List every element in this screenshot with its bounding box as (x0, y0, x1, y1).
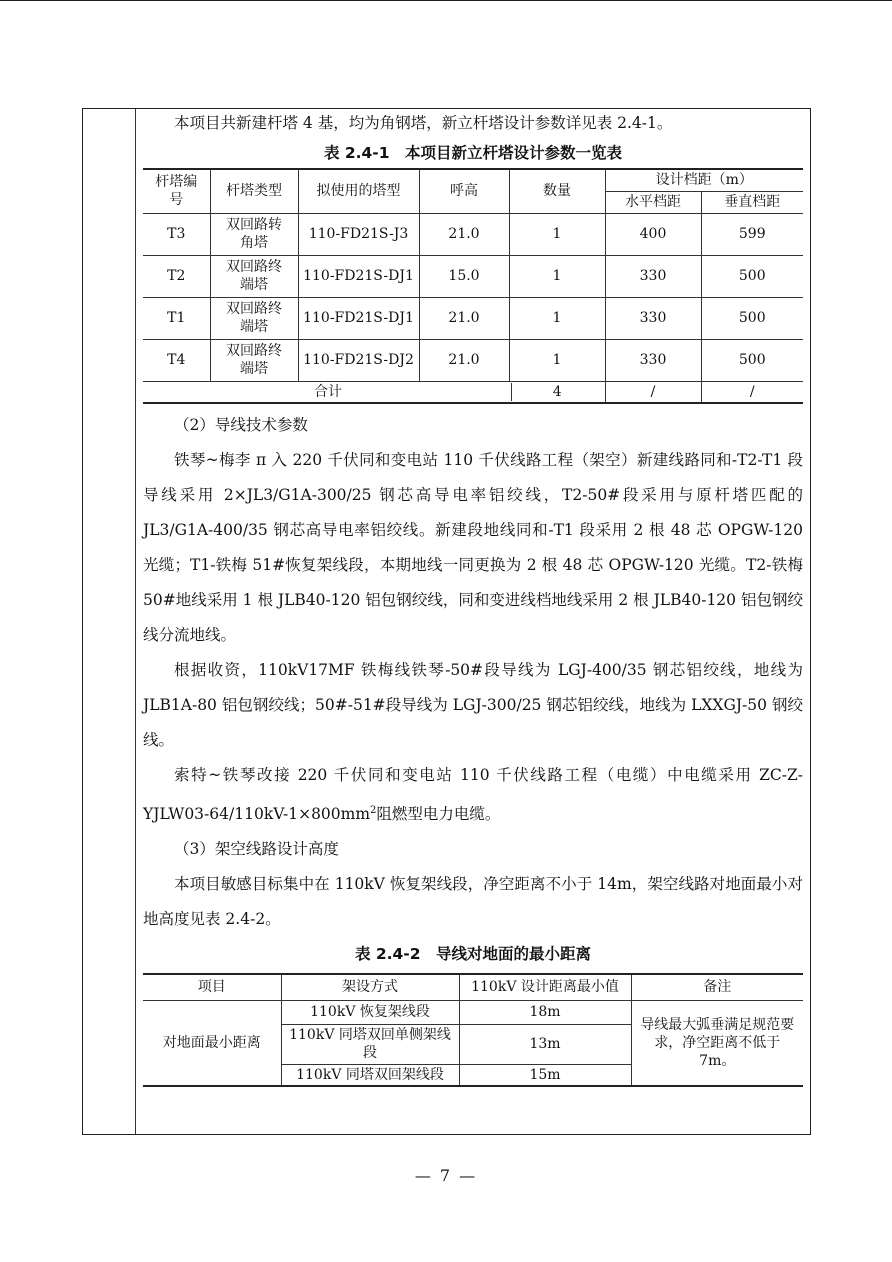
cell-vertical-span: 599 (701, 213, 803, 255)
cell-horizontal-span: 400 (605, 213, 701, 255)
page-number: — 7 — (414, 1166, 478, 1185)
section2-paragraph3-text: 索特~铁琴改接 220 千伏同和变电站 110 千伏线路工程（电缆）中电缆采用 ZC-Z-YJLW03-64/110kV-1×800mm (143, 766, 803, 824)
top-rule (0, 0, 892, 1)
cell-tower-no: T4 (143, 339, 210, 381)
header-quantity: 数量 (509, 169, 605, 213)
cell-tower-type: 双回路终端塔 (210, 297, 298, 339)
table-row (143, 255, 803, 297)
table2-caption: 表 2.4-2 导线对地面的最小距离 (354, 945, 592, 964)
superscript-2: 2 (370, 805, 377, 816)
cell-min-distance: 18m (459, 1000, 631, 1024)
min-distance-table (143, 973, 803, 1087)
frame-divider (135, 109, 136, 1134)
cell-vertical-span: 500 (701, 297, 803, 339)
table-row (143, 213, 803, 255)
cell-height: 21.0 (419, 339, 509, 381)
section2-paragraph1: 铁琴~梅李 π 入 220 千伏同和变电站 110 千伏线路工程（架空）新建线路同和-T2-T1 段导线采用 2×JL3/G1A-300/25 钢芯高导电率铝绞线，T2-50#段采用与原杆塔匹配的 JL3/G1A-400/35 钢芯高导电率铝绞线。新建段地线同和-T1 段采用 2 根 48 芯 OPGW-120 光缆；T1-铁梅 51#恢复架线段，本期地线一同更换为 2 根 48 芯 OPGW-120 光缆。T2-铁梅 50#地线采用 1 根 JLB40-120 铝包钢绞线，同和变进线档地线采用 2 根 JLB40-120 铝包钢绞线分流地线。 (143, 451, 803, 644)
header-method: 架设方式 (281, 974, 459, 1000)
section2-paragraph2: 根据收资，110kV17MF 铁梅线铁琴-50#段导线为 LGJ-400/35 钢芯铝绞线，地线为 JLB1A-80 铝包钢绞线；50#-51#段导线为 LGJ-300/25 钢芯铝绞线，地线为 LXXGJ-50 钢绞线。 (143, 661, 803, 749)
table-row (143, 297, 803, 339)
table-row (143, 339, 803, 381)
cell-tower-model: 110-FD21S-J3 (298, 213, 419, 255)
cell-tower-type: 双回路转角塔 (210, 213, 298, 255)
header-vertical-span: 垂直档距 (701, 191, 803, 213)
cell-horizontal-span: 330 (605, 255, 701, 297)
cell-quantity: 1 (509, 255, 605, 297)
header-min-distance: 110kV 设计距离最小值 (459, 974, 631, 1000)
cell-method: 110kV 同塔双回架线段 (281, 1064, 459, 1086)
cell-tower-type: 双回路终端塔 (210, 255, 298, 297)
header-horizontal-span: 水平档距 (605, 191, 701, 213)
header-note: 备注 (631, 974, 803, 1000)
table1-caption: 表 2.4-1 本项目新立杆塔设计参数一览表 (323, 144, 623, 162)
cell-tower-no: T3 (143, 213, 210, 255)
header-tower-no: 杆塔编号 (143, 169, 210, 213)
header-tower-model: 拟使用的塔型 (298, 169, 419, 213)
main-content (143, 108, 803, 1087)
cell-vertical-span: 500 (701, 255, 803, 297)
cell-height: 15.0 (419, 255, 509, 297)
cell-tower-model: 110-FD21S-DJ1 (298, 255, 419, 297)
section2-paragraph3 (143, 758, 803, 832)
cell-method: 110kV 同塔双回单侧架线段 (281, 1024, 459, 1064)
cell-note: 导线最大弧垂满足规范要求，净空距离不低于 7m。 (631, 1000, 803, 1086)
total-horizontal-span: / (605, 381, 701, 403)
cell-quantity: 1 (509, 339, 605, 381)
cell-tower-type: 双回路终端塔 (210, 339, 298, 381)
cell-tower-model: 110-FD21S-DJ1 (298, 297, 419, 339)
table-row (143, 1000, 803, 1024)
section2-paragraph3-end: 阻燃型电力电缆。 (376, 805, 501, 824)
header-item: 项目 (143, 974, 281, 1000)
cell-tower-no: T2 (143, 255, 210, 297)
total-row (143, 381, 803, 403)
total-vertical-span: / (701, 381, 803, 403)
cell-height: 21.0 (419, 213, 509, 255)
cell-horizontal-span: 330 (605, 339, 701, 381)
total-quantity: 4 (511, 383, 603, 401)
cell-height: 21.0 (419, 297, 509, 339)
cell-tower-no: T1 (143, 297, 210, 339)
section2-title: （2）导线技术参数 (174, 416, 308, 434)
header-tower-type: 杆塔类型 (210, 169, 298, 213)
cell-quantity: 1 (509, 297, 605, 339)
total-label: 合计 (314, 383, 342, 400)
cell-tower-model: 110-FD21S-DJ2 (298, 339, 419, 381)
header-height: 呼高 (419, 169, 509, 213)
cell-method: 110kV 恢复架线段 (281, 1000, 459, 1024)
cell-vertical-span: 500 (701, 339, 803, 381)
cell-quantity: 1 (509, 213, 605, 255)
tower-parameter-table (143, 168, 803, 404)
section3-paragraph: 本项目敏感目标集中在 110kV 恢复架线段，净空距离不小于 14m，架空线路对地面最小对地高度见表 2.4-2。 (143, 875, 803, 929)
cell-horizontal-span: 330 (605, 297, 701, 339)
cell-min-distance: 13m (459, 1024, 631, 1064)
cell-min-distance: 15m (459, 1064, 631, 1086)
header-design-span: 设计档距（m） (605, 169, 803, 191)
intro-paragraph: 本项目共新建杆塔 4 基，均为角钢塔，新立杆塔设计参数详见表 2.4-1。 (174, 114, 673, 132)
cell-total-label (143, 381, 605, 403)
cell-item: 对地面最小距离 (143, 1000, 281, 1086)
section3-title: （3）架空线路设计高度 (174, 840, 339, 859)
